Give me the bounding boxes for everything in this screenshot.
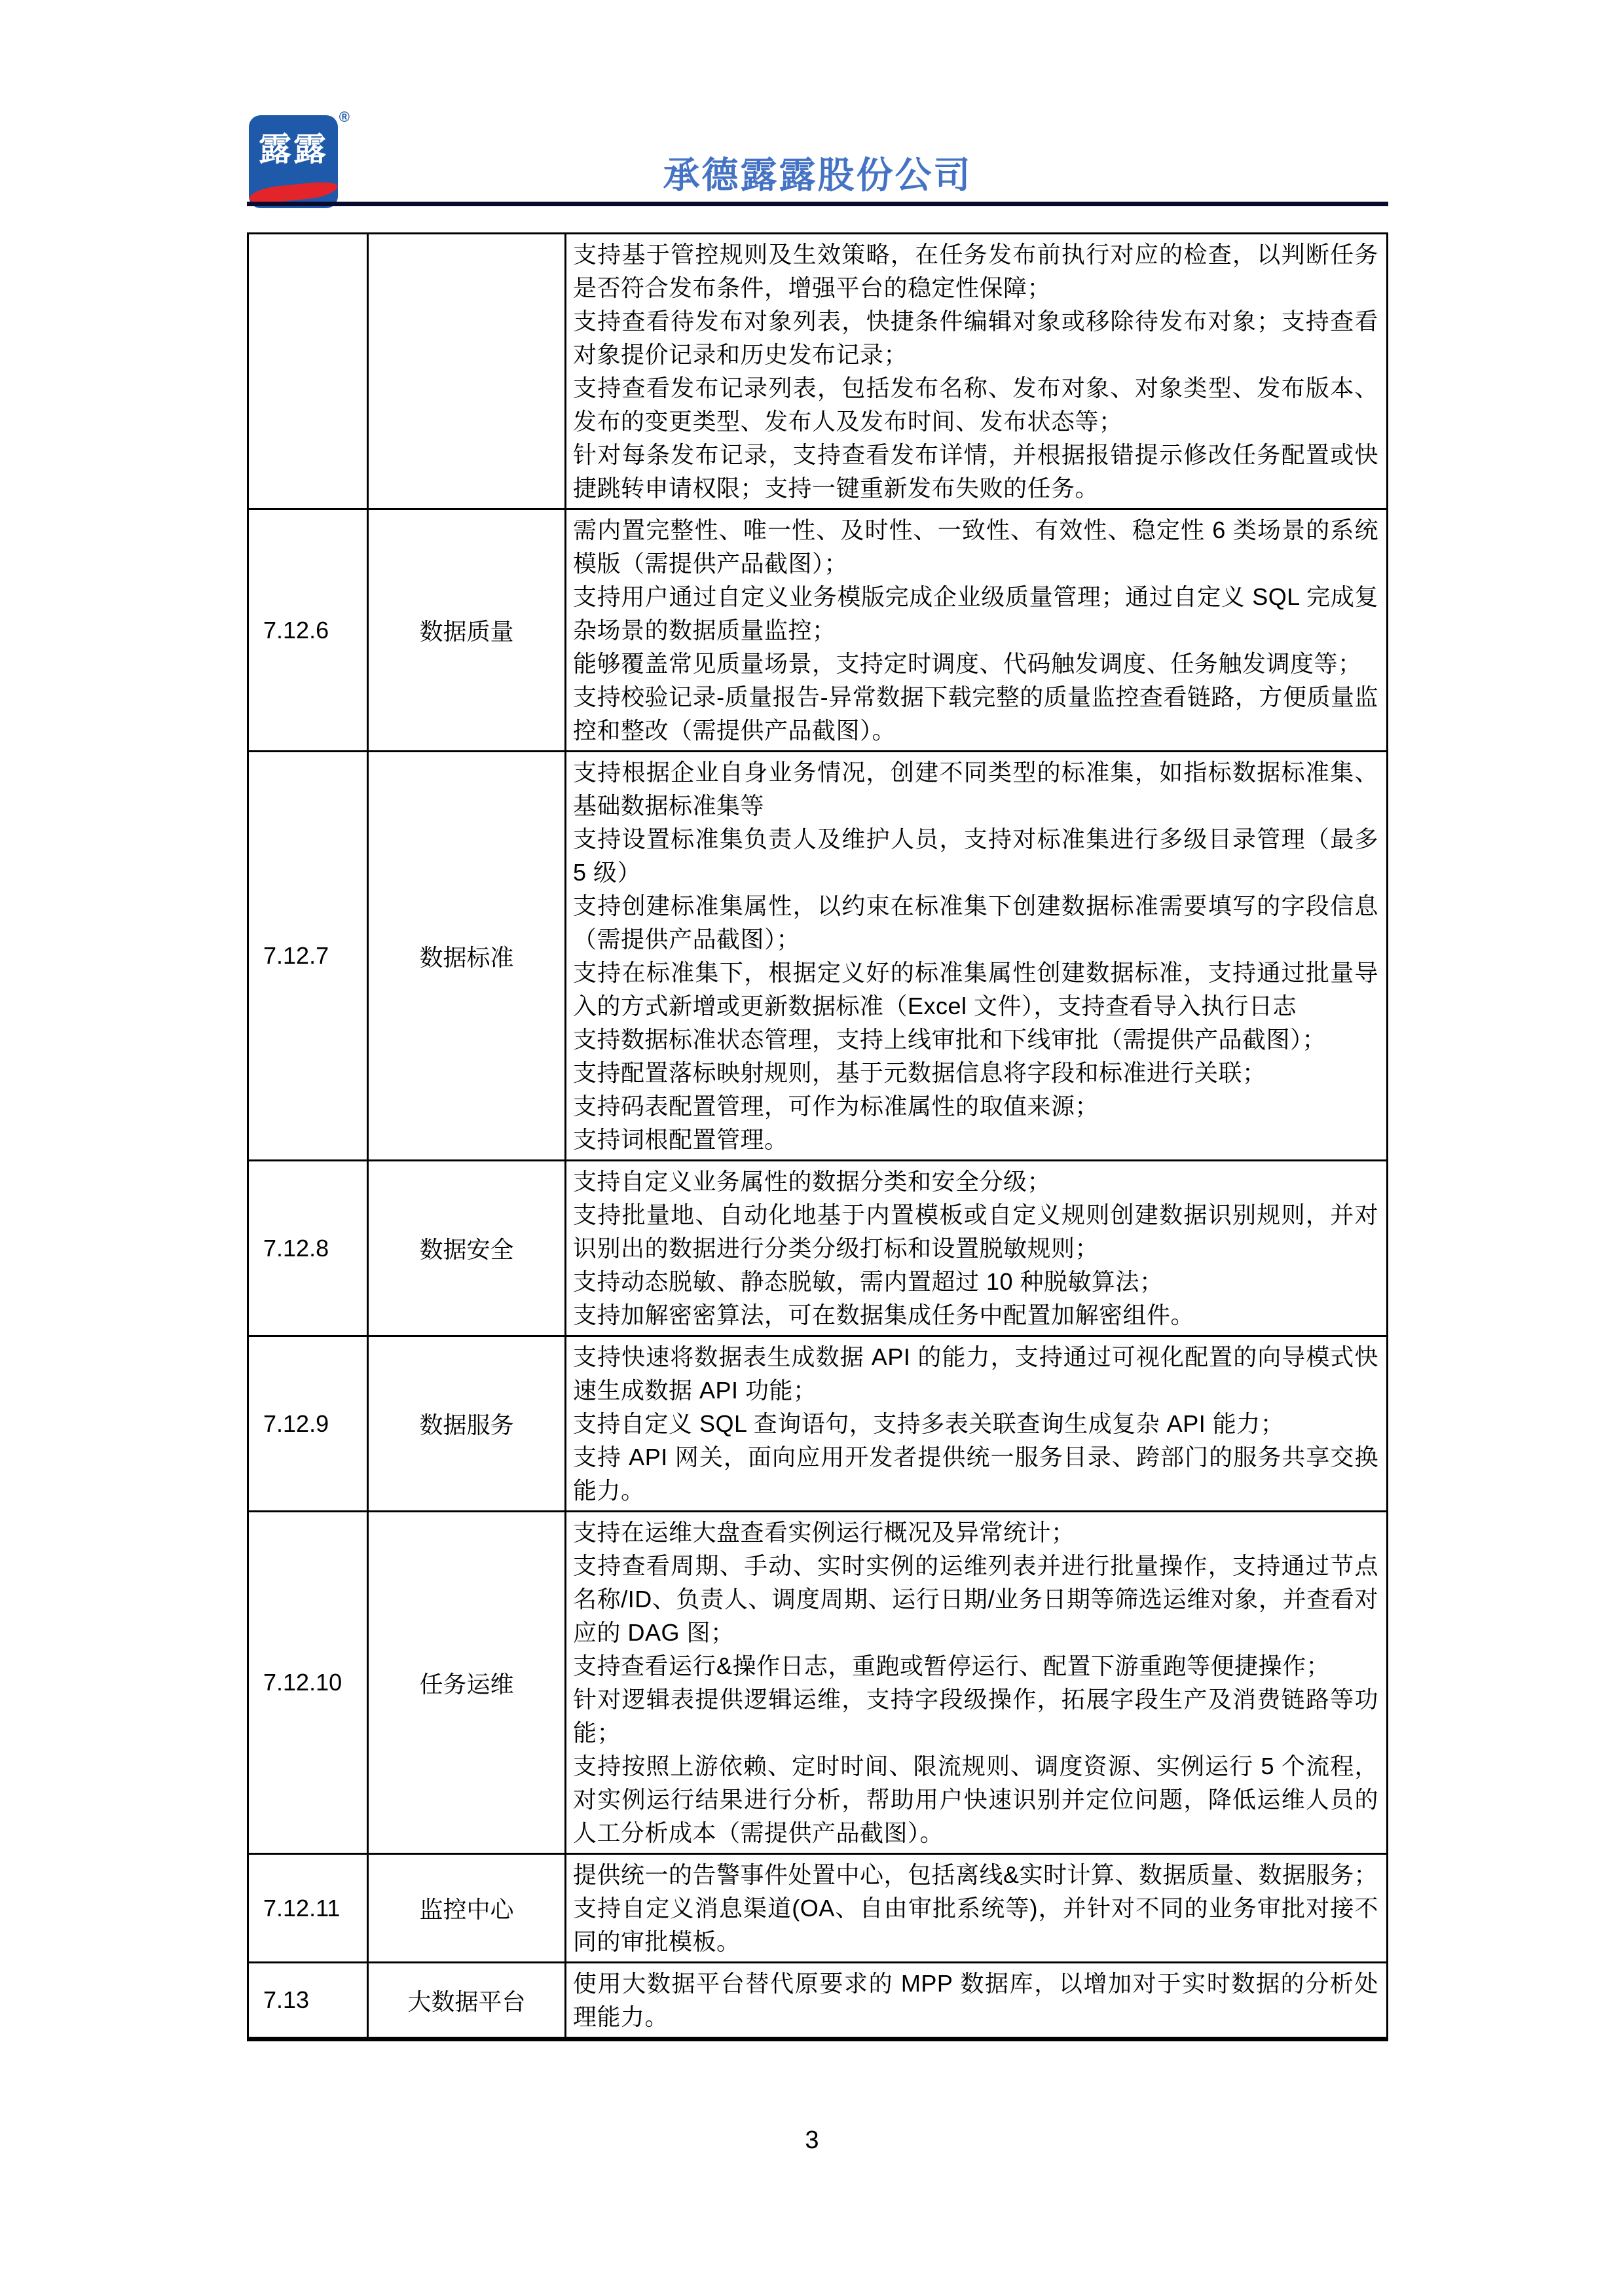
requirement-paragraph: 支持配置落标映射规则，基于元数据信息将字段和标准进行关联； xyxy=(573,1059,1266,1086)
requirement-paragraph: 支持自定义 SQL 查询语句，支持多表关联查询生成复杂 API 能力； xyxy=(573,1410,1285,1437)
requirement-name-cell: 数据服务 xyxy=(368,1336,566,1512)
requirement-name-cell xyxy=(368,234,566,509)
table-row xyxy=(248,1161,1388,1336)
requirement-paragraph: 支持在运维大盘查看实例运行概况及异常统计； xyxy=(573,1519,1075,1546)
requirement-id-cell: 7.12.11 xyxy=(248,1854,368,1963)
requirement-paragraph: 需内置完整性、唯一性、及时性、一致性、有效性、稳定性 6 类场景的系统模版（需提供产品截图）； xyxy=(573,517,1378,577)
requirement-paragraph: 支持查看周期、手动、实时实例的运维列表并进行批量操作，支持通过节点名称/ID、负责人、调度周期、运行日期/业务日期等筛选运维对象，并查看对应的 DAG 图； xyxy=(573,1552,1378,1646)
requirement-paragraph: 支持快速将数据表生成数据 API 的能力，支持通过可视化配置的向导模式快速生成数据 API 功能； xyxy=(573,1343,1378,1404)
requirement-description-cell xyxy=(566,1161,1388,1336)
requirement-description-cell xyxy=(566,752,1388,1161)
requirement-paragraph: 支持动态脱敏、静态脱敏，需内置超过 10 种脱敏算法； xyxy=(573,1268,1164,1295)
table-row xyxy=(248,752,1388,1161)
requirement-paragraph: 支持 API 网关，面向应用开发者提供统一服务目录、跨部门的服务共享交换能力。 xyxy=(573,1444,1378,1504)
requirement-paragraph: 支持查看运行&操作日志，重跑或暂停运行、配置下游重跑等便捷操作； xyxy=(573,1652,1331,1679)
requirement-paragraph: 支持批量地、自动化地基于内置模板或自定义规则创建数据识别规则，并对识别出的数据进行分类分级打标和设置脱敏规则； xyxy=(573,1201,1378,1262)
requirement-paragraph: 能够覆盖常见质量场景，支持定时调度、代码触发调度、任务触发调度等； xyxy=(573,650,1362,677)
requirement-paragraph: 支持基于管控规则及生效策略，在任务发布前执行对应的检查，以判断任务是否符合发布条件，增强平台的稳定性保障； xyxy=(573,241,1378,301)
requirement-name-cell: 数据质量 xyxy=(368,509,566,752)
page-title: 承德露露股份公司 xyxy=(663,155,972,196)
requirement-paragraph: 支持查看发布记录列表，包括发布名称、发布对象、对象类型、发布版本、发布的变更类型、发布人及发布时间、发布状态等； xyxy=(573,374,1378,435)
requirement-paragraph: 支持校验记录-质量报告-异常数据下载完整的质量监控查看链路，方便质量监控和整改（需提供产品截图）。 xyxy=(573,683,1378,744)
table-row xyxy=(248,1963,1388,2039)
requirement-id-cell: 7.12.7 xyxy=(248,752,368,1161)
logo-text: 露露 xyxy=(259,131,328,168)
requirement-paragraph: 针对逻辑表提供逻辑运维，支持字段级操作，拓展字段生产及消费链路等功能； xyxy=(573,1686,1378,1746)
requirements-table xyxy=(247,232,1388,2041)
table-row xyxy=(248,234,1388,509)
table-row xyxy=(248,1336,1388,1512)
requirement-paragraph: 支持码表配置管理，可作为标准属性的取值来源； xyxy=(573,1093,1099,1120)
requirements-table-body xyxy=(248,234,1388,2039)
registered-trademark-mark: ® xyxy=(339,109,350,125)
requirement-paragraph: 支持根据企业自身业务情况，创建不同类型的标准集，如指标数据标准集、基础数据标准集等 xyxy=(573,759,1378,819)
page-number: 3 xyxy=(805,2126,819,2154)
requirement-id-cell: 7.13 xyxy=(248,1963,368,2039)
table-row xyxy=(248,1512,1388,1854)
requirement-paragraph: 支持用户通过自定义业务模版完成企业级质量管理；通过自定义 SQL 完成复杂场景的数据质量监控； xyxy=(573,583,1378,644)
table-row xyxy=(248,509,1388,752)
requirement-description-cell xyxy=(566,1854,1388,1963)
requirement-paragraph: 支持自定义消息渠道(OA、自由审批系统等)，并针对不同的业务审批对接不同的审批模板。 xyxy=(573,1895,1378,1955)
requirement-paragraph: 使用大数据平台替代原要求的 MPP 数据库，以增加对于实时数据的分析处理能力。 xyxy=(573,1970,1378,2030)
requirement-id-cell: 7.12.6 xyxy=(248,509,368,752)
requirement-name-cell: 大数据平台 xyxy=(368,1963,566,2039)
requirement-id-cell: 7.12.8 xyxy=(248,1161,368,1336)
requirement-paragraph: 支持查看待发布对象列表，快捷条件编辑对象或移除待发布对象；支持查看对象提价记录和历史发布记录； xyxy=(573,308,1378,368)
requirement-description-cell xyxy=(566,1963,1388,2039)
requirement-paragraph: 支持自定义业务属性的数据分类和安全分级； xyxy=(573,1168,1052,1195)
requirement-name-cell: 数据安全 xyxy=(368,1161,566,1336)
requirement-paragraph: 针对每条发布记录，支持查看发布详情，并根据报错提示修改任务配置或快捷跳转申请权限；支持一键重新发布失败的任务。 xyxy=(573,441,1378,501)
requirement-description-cell xyxy=(566,1336,1388,1512)
requirement-paragraph: 支持按照上游依赖、定时时间、限流规则、调度资源、实例运行 5 个流程，对实例运行结果进行分析，帮助用户快速识别并定位问题，降低运维人员的人工分析成本（需提供产品截图）。 xyxy=(573,1753,1378,1846)
requirement-id-cell: 7.12.9 xyxy=(248,1336,368,1512)
requirement-paragraph: 支持在标准集下，根据定义好的标准集属性创建数据标准，支持通过批量导入的方式新增或更新数据标准（Excel 文件），支持查看导入执行日志 xyxy=(573,959,1378,1019)
requirement-paragraph: 支持设置标准集负责人及维护人员，支持对标准集进行多级目录管理（最多 5 级） xyxy=(573,826,1378,886)
table-row xyxy=(248,1854,1388,1963)
requirement-name-cell: 数据标准 xyxy=(368,752,566,1161)
requirement-paragraph: 支持加解密密算法，可在数据集成任务中配置加解密组件。 xyxy=(573,1302,1195,1328)
requirement-name-cell: 任务运维 xyxy=(368,1512,566,1854)
requirement-name-cell: 监控中心 xyxy=(368,1854,566,1963)
requirement-paragraph: 支持词根配置管理。 xyxy=(573,1126,788,1153)
requirement-paragraph: 支持数据标准状态管理，支持上线审批和下线审批（需提供产品截图）； xyxy=(573,1026,1327,1053)
requirement-paragraph: 支持创建标准集属性，以约束在标准集下创建数据标准需要填写的字段信息（需提供产品截图）； xyxy=(573,892,1378,953)
requirement-id-cell xyxy=(248,234,368,509)
header-divider-rule xyxy=(247,202,1388,206)
requirement-id-cell: 7.12.10 xyxy=(248,1512,368,1854)
requirement-paragraph: 提供统一的告警事件处置中心，包括离线&实时计算、数据质量、数据服务； xyxy=(573,1861,1378,1888)
requirement-description-cell xyxy=(566,234,1388,509)
requirement-description-cell xyxy=(566,1512,1388,1854)
requirement-description-cell xyxy=(566,509,1388,752)
